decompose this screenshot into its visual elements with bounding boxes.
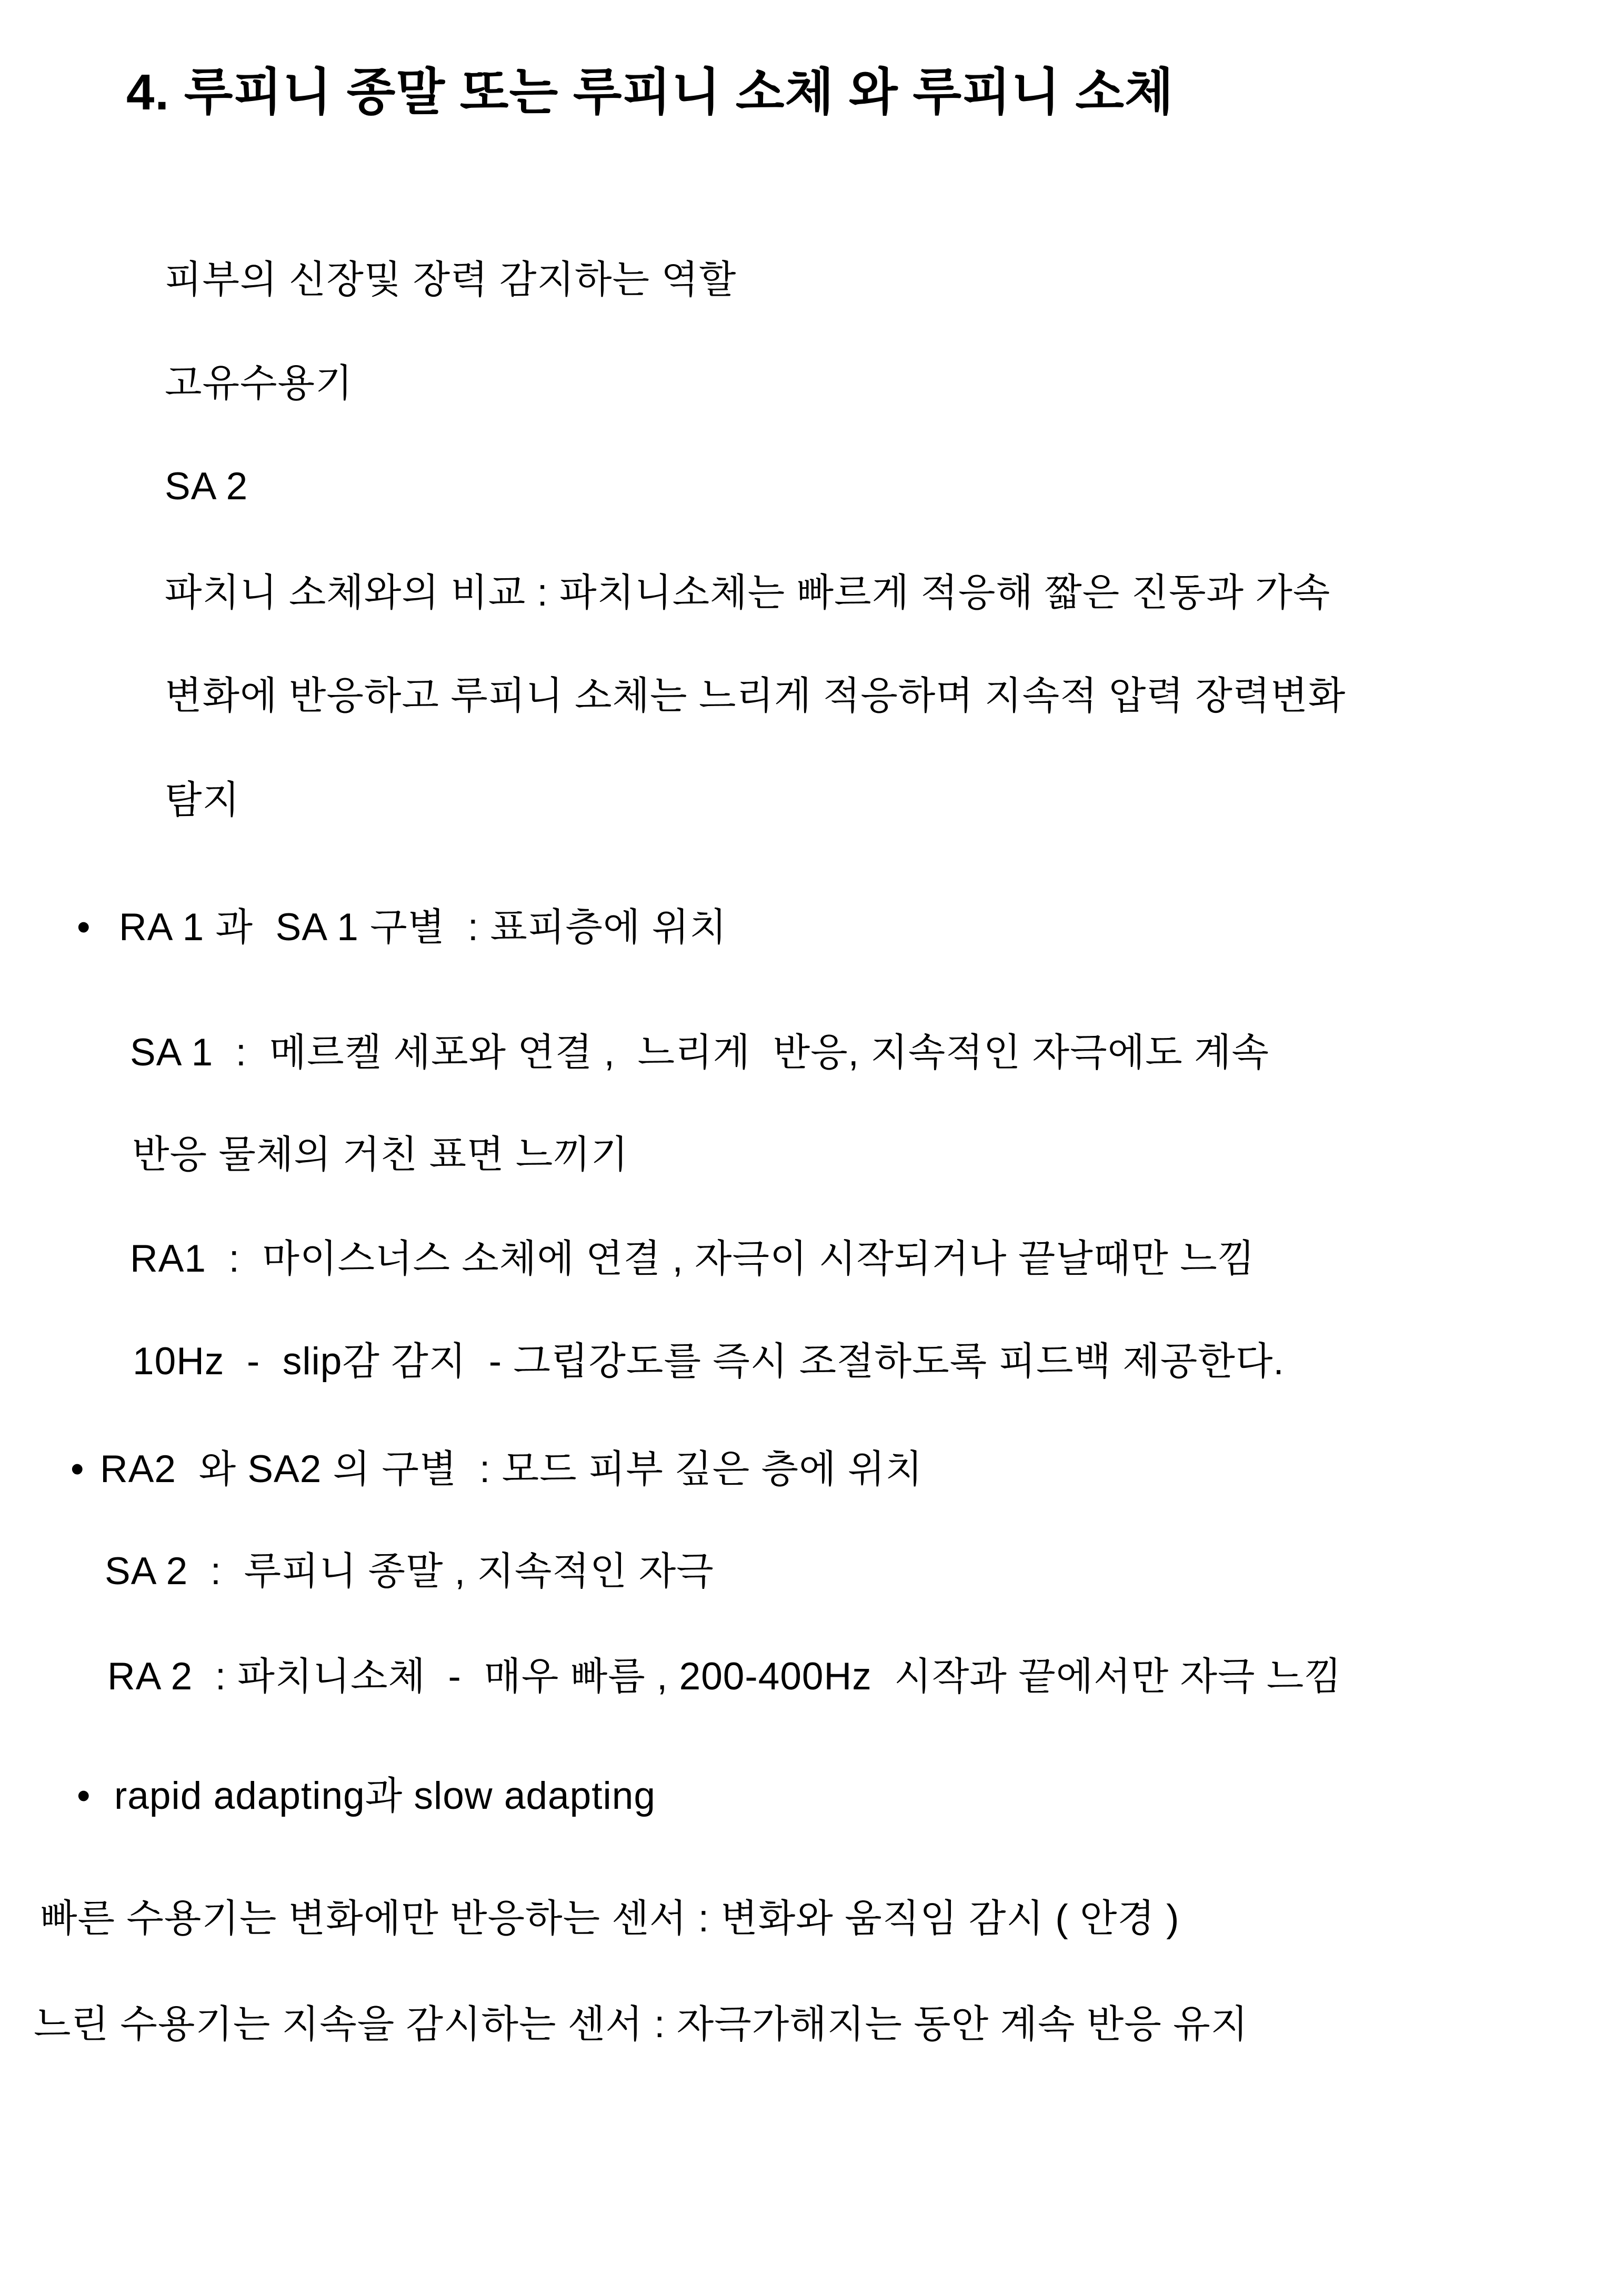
note-line: RA1 : 마이스너스 소체에 연결 , 자극이 시작되거나 끝날때만 느낌 (130, 1237, 1256, 1280)
note-line: 고유수용기 (165, 362, 353, 405)
bullet-icon: • (77, 906, 91, 949)
bullet-icon: • (77, 1775, 91, 1817)
note-line: 빠른 수용기는 변화에만 반응하는 센서 : 변화와 움직임 감시 ( 안경 ) (40, 1897, 1180, 1940)
note-line: SA 2 (165, 465, 248, 508)
bullet-heading-adapting: rapid adapting과 slow adapting (114, 1775, 656, 1817)
note-line: 피부의 신장및 장력 감지하는 역할 (165, 258, 737, 301)
note-line: SA 1 : 메르켈 세포와 연결 , 느리게 반응, 지속적인 자극에도 계속 (130, 1031, 1269, 1074)
note-line: SA 2 : 루피니 종말 , 지속적인 자극 (105, 1550, 714, 1593)
note-line: 반응 물체의 거친 표면 느끼기 (132, 1133, 629, 1176)
note-line: 변화에 반응하고 루피니 소체는 느리게 적응하며 지속적 압력 장력변화 (165, 674, 1346, 717)
bullet-heading-ra2-sa2: RA2 와 SA2 의 구별 : 모드 피부 깊은 층에 위치 (100, 1448, 923, 1491)
note-line: 탐지 (165, 779, 240, 821)
page-title: 4. 루피니 종말 또는 루피니 소체 와 루피니 소체 (126, 64, 1174, 120)
note-line: RA 2 : 파치니소체 - 매우 빠름 , 200-400Hz 시작과 끝에서만 자극 느낌 (107, 1655, 1342, 1698)
note-line: 느린 수용기는 지속을 감시하는 센서 : 자극가해지는 동안 계속 반응 유지 (34, 2003, 1249, 2046)
note-line: 파치니 소체와의 비교 : 파치니소체는 빠르게 적응해 짧은 진동과 가속 (165, 571, 1331, 614)
note-line: 10Hz - slip감 감지 - 그립강도를 즉시 조절하도록 피드백 제공한다. (133, 1340, 1285, 1383)
bullet-icon: • (71, 1448, 84, 1491)
bullet-heading-ra1-sa1: RA 1 과 SA 1 구별 : 표피층에 위치 (119, 906, 727, 949)
